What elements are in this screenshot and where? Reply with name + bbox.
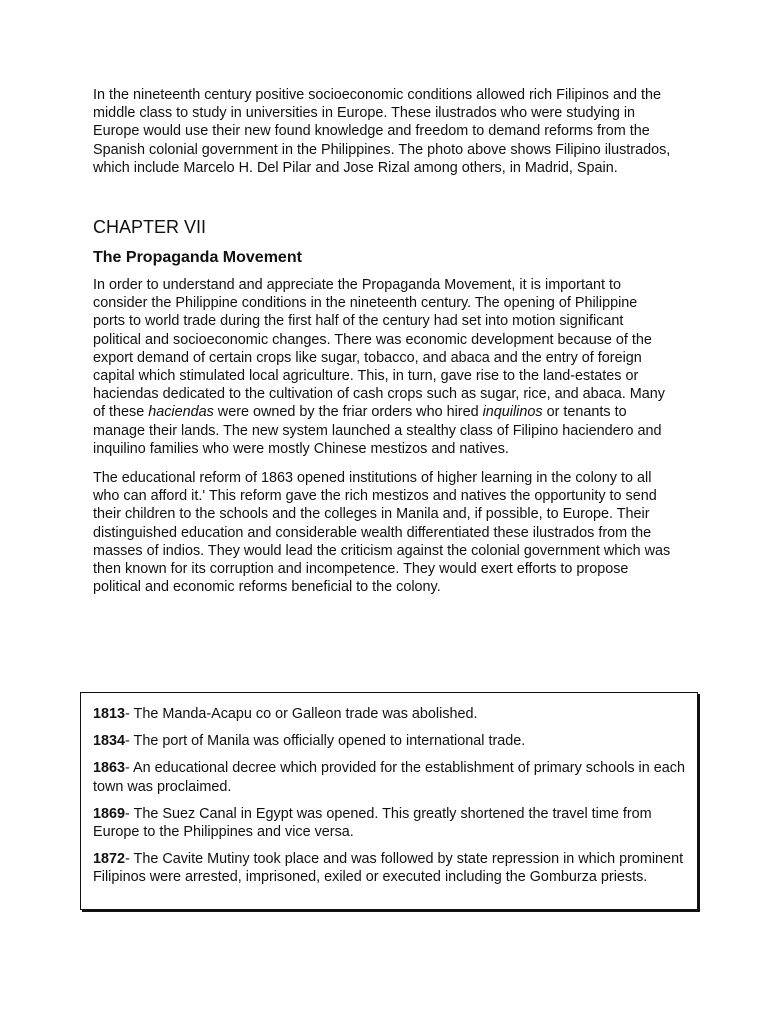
timeline-year: 1869 [93, 805, 126, 822]
body-paragraph-1 [93, 276, 673, 458]
body-paragraph-2: The educational reform of 1863 opened institutions of higher learning in the colony to all who can afford it.' This reform gave the rich mestizos and natives the opportunity to send their children to the schools and the colleges in Manila and, if possible, to Europe. Their distinguished education and considerable wealth differentiated these ilustrados from the masses of indios. They would lead the criticism against the colonial government which was then known for its corruption and incompetence. They would exert efforts to propose political and economic reforms beneficial to the colony. [93, 470, 671, 596]
timeline-text: - The Cavite Mutiny took place and was followed by state repression in which prominent Filipinos were arrested, imprisoned, exiled or executed including the Gomburza priests. [93, 851, 684, 886]
timeline-entry [93, 705, 685, 723]
timeline-text: - The Suez Canal in Egypt was opened. This greatly shortened the travel time from Europe to the Philippines and vice versa. [93, 805, 652, 841]
timeline-year: 1834 [93, 733, 126, 750]
body-paragraph-1-part1: In order to understand and appreciate the Propaganda Movement, it is important to consider the Philippine conditions in the nineteenth century. The opening of Philippine ports to world trade during the first half of the century had set into motion significant political and socioeconomic changes. There was economic development because of the export demand of certain crops like sugar, tobacco, and abaca and the entry of foreign capital which stimulated local agriculture. This, in turn, gave rise to the land-estates or haciendas dedicated to the cultivation of cash crops such as sugar, rice, and abaca. Many of these [93, 277, 665, 421]
timeline-year: 1872 [93, 851, 126, 868]
timeline-entry [93, 759, 685, 795]
timeline-year: 1813 [93, 706, 126, 722]
intro-paragraph: In the nineteenth century positive socioeconomic conditions allowed rich Filipinos and the middle class to study in universities in Europe. These ilustrados who were studying in Europe would use their new found knowledge and freedom to demand reforms from the Spanish colonial government in the Philippines. The photo above shows Filipino ilustrados, which include Marcelo H. Del Pilar and Jose Rizal among others, in Madrid, Spain. [93, 87, 671, 176]
timeline-entry [93, 732, 685, 750]
timeline-text: - The Manda-Acapu co or Galleon trade was abolished. [125, 706, 478, 722]
timeline-text: - The port of Manila was officially opened to international trade. [125, 733, 526, 750]
timeline-text: - An educational decree which provided for the establishment of primary schools in each town was proclaimed. [93, 760, 685, 795]
timeline-entry [93, 805, 685, 841]
body-paragraph-1-part3: or tenants to manage their lands. The new system launched a stealthy class of Filipino haciendero and inquilino families who were mostly Chinese mestizos and natives. [93, 404, 662, 457]
body-paragraph-1-emphasis-inquilinos: inquilinos [482, 404, 543, 421]
body-paragraph-1-part2: were owned by the friar orders who hired [213, 404, 483, 421]
chapter-label: CHAPTER VII [93, 217, 207, 238]
timeline-year: 1863 [93, 760, 126, 777]
document-page [93, 86, 673, 596]
timeline-box [80, 692, 698, 910]
timeline-entry [93, 850, 685, 886]
chapter-title: The Propaganda Movement [93, 249, 302, 267]
body-paragraph-1-emphasis-haciendas: haciendas [148, 404, 214, 421]
